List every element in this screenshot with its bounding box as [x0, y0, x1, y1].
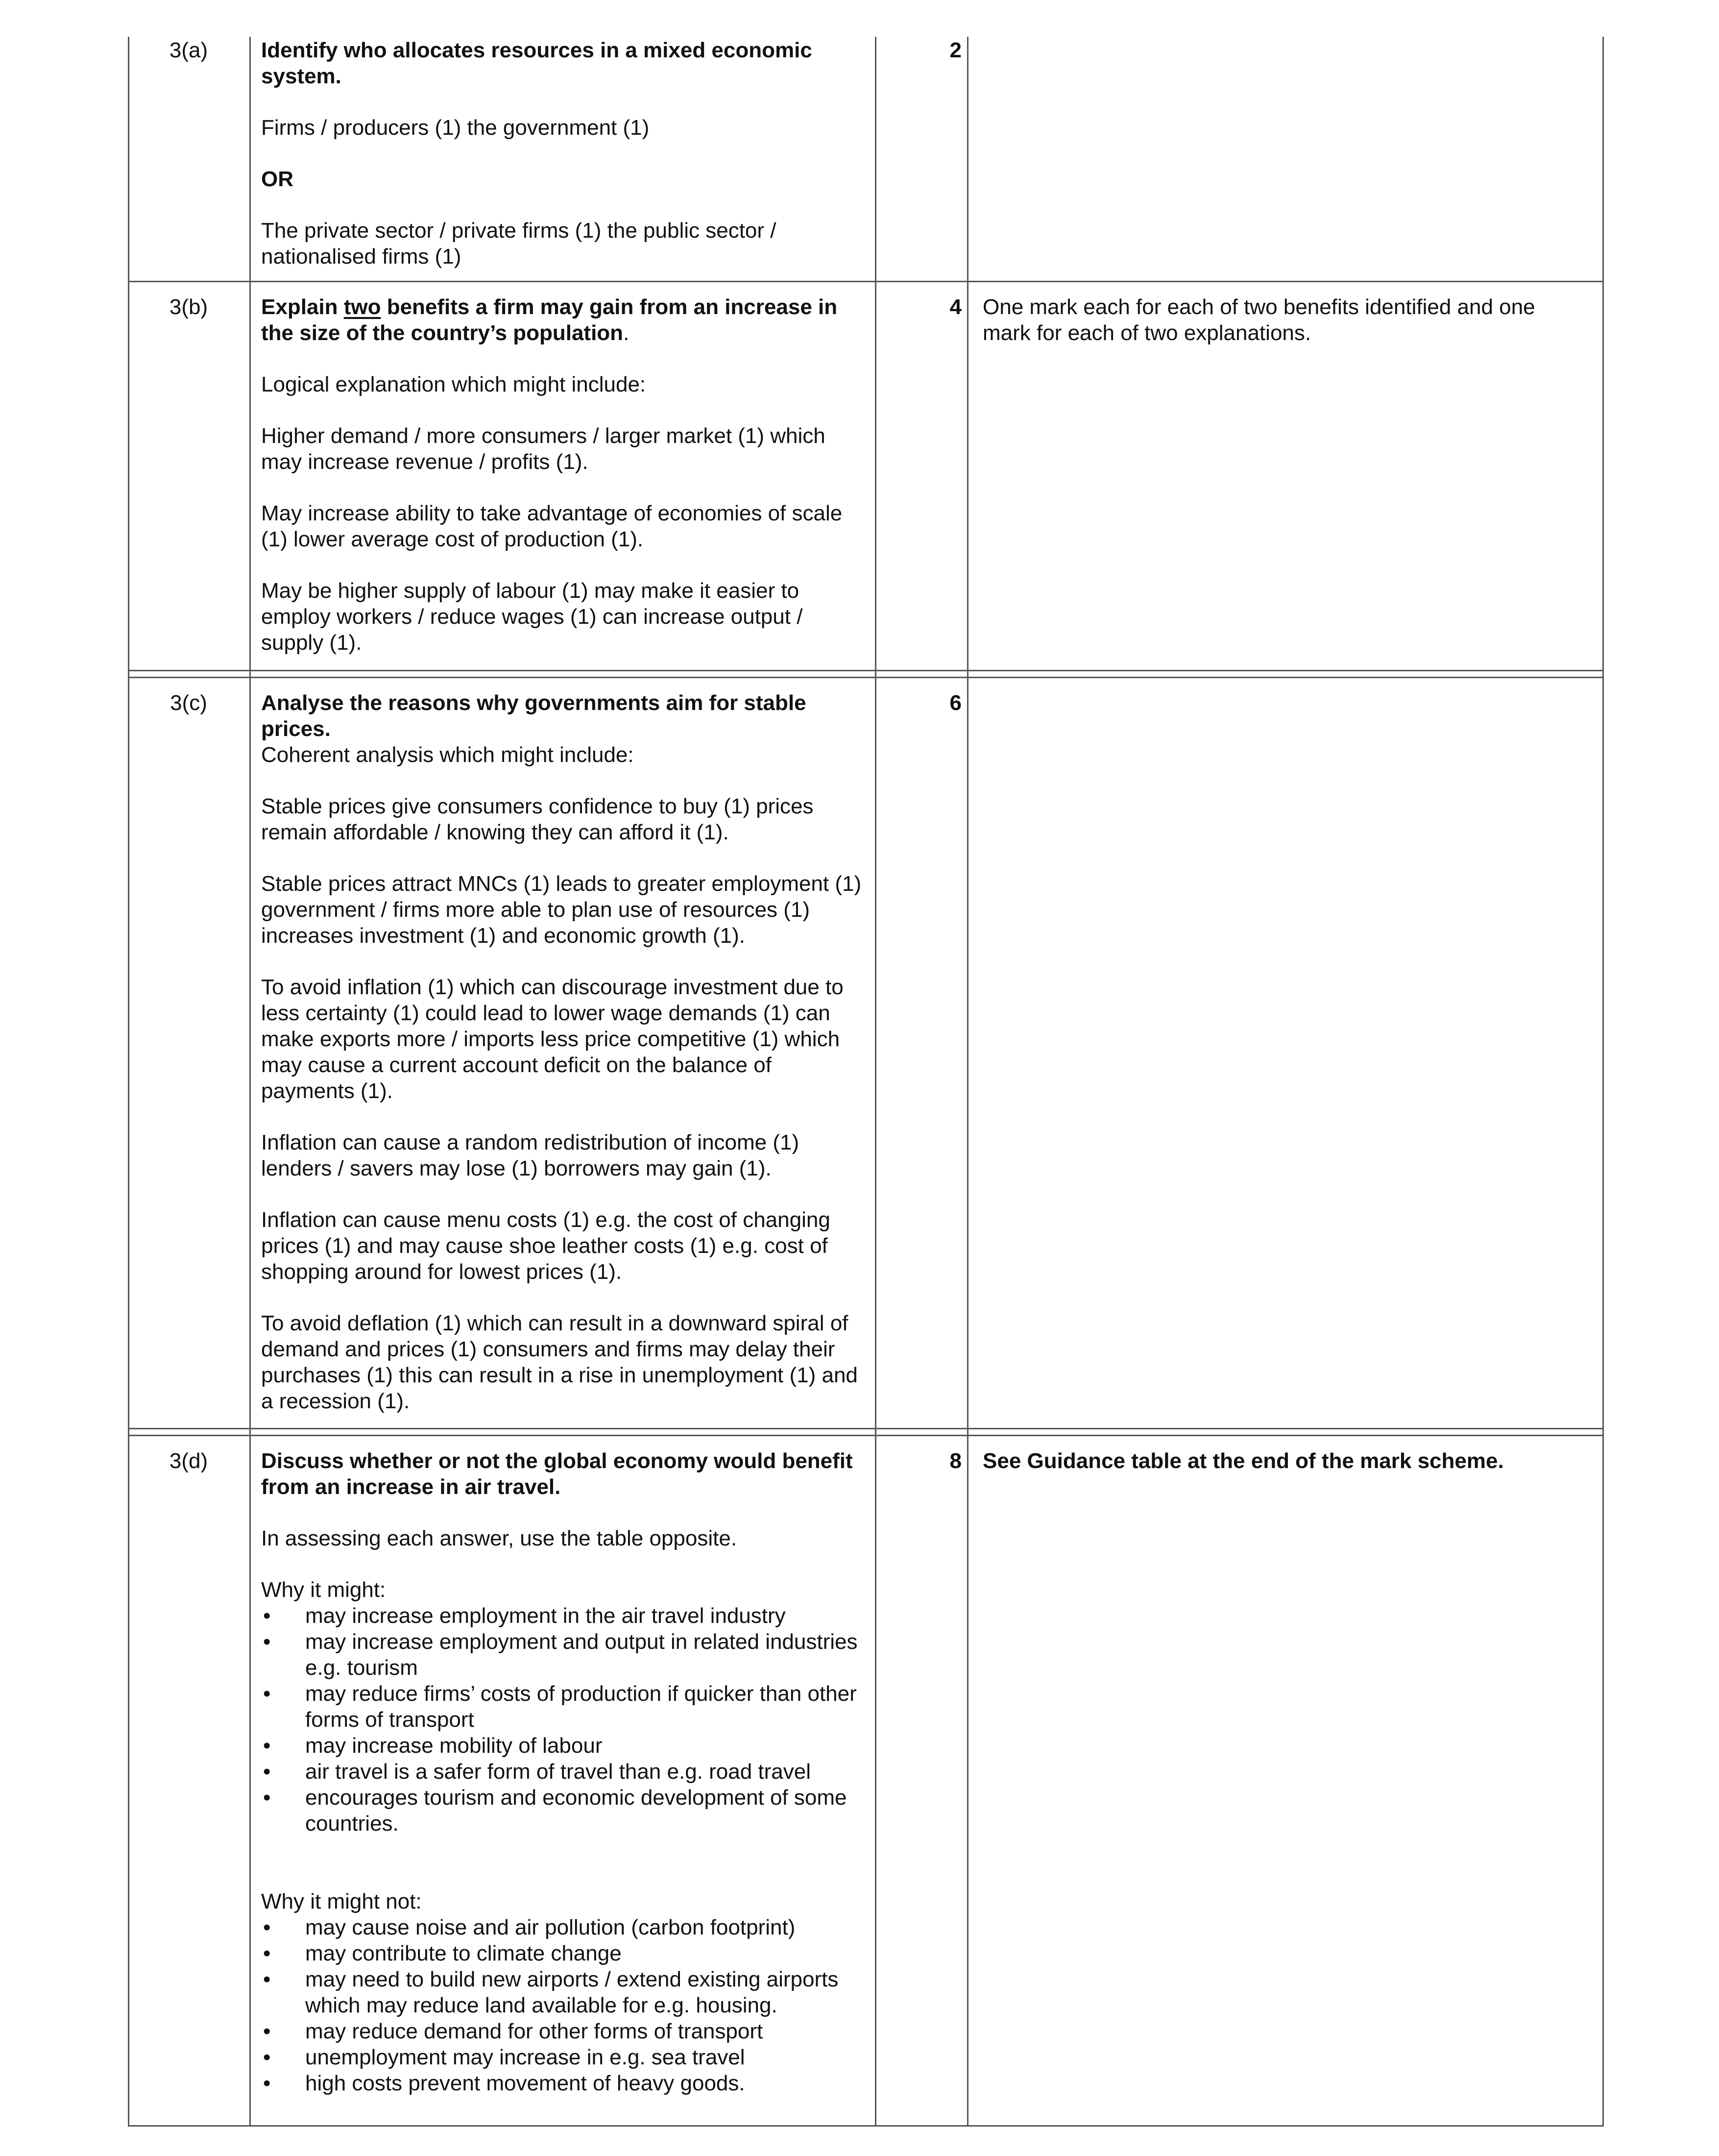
answer-intro: Coherent analysis which might include:: [261, 743, 634, 767]
answer-line: May increase ability to take advantage of economies of scale (1) lower average cost of production (1).: [261, 501, 843, 551]
question-number: 3(a): [169, 38, 208, 62]
question-text: Identify who allocates resources in a mixed economic system.: [261, 38, 812, 88]
row-divider-c-d-upper: [128, 1428, 1604, 1429]
table-bottom-border: [128, 2125, 1604, 2127]
answer-line: Firms / producers (1) the government (1): [261, 116, 650, 140]
question-text-post: benefits a firm may gain from an increase in the size of the country’s population: [261, 295, 838, 345]
row-divider-b-c-lower: [128, 677, 1604, 678]
why-not-heading: Why it might not:: [261, 1889, 422, 1913]
marks-value: 4: [949, 295, 962, 319]
list-item: • high costs prevent movement of heavy goods.: [261, 2070, 869, 2096]
question-text: Discuss whether or not the global economy would benefit from an increase in air travel.: [261, 1449, 853, 1499]
why-not-list: [261, 1914, 869, 2096]
list-item: • air travel is a safer form of travel than e.g. road travel: [261, 1759, 869, 1785]
row-divider-b-c-upper: [128, 670, 1604, 671]
answer-cell-3a: [261, 37, 869, 270]
list-item: • may need to build new airports / extend existing airports which may reduce land available for e.g. housing.: [261, 1966, 869, 2018]
answer-line: The private sector / private firms (1) the public sector / nationalised firms (1): [261, 219, 776, 269]
question-text-underlined: two: [343, 295, 381, 319]
answer-line: May be higher supply of labour (1) may make it easier to employ workers / reduce wages (1) can increase output / supply (1).: [261, 579, 803, 655]
guidance-text: One mark each for each of two benefits identified and one mark for each of two explanations.: [983, 295, 1535, 345]
answer-line: Stable prices give consumers confidence to buy (1) prices remain affordable / knowing they can afford it (1).: [261, 794, 814, 844]
answer-line: Logical explanation which might include:: [261, 372, 646, 396]
answer-line: Inflation can cause menu costs (1) e.g. the cost of changing prices (1) and may cause shoe leather costs (1) e.g. cost of shopping around for lowest prices (1).: [261, 1208, 830, 1284]
column-divider-question: [249, 37, 251, 2127]
answer-or: OR: [261, 167, 293, 191]
marks-value: 8: [949, 1449, 962, 1473]
question-text: Analyse the reasons why governments aim for stable prices.: [261, 691, 806, 741]
answer-line: Higher demand / more consumers / larger market (1) which may increase revenue / profits (1).: [261, 424, 825, 474]
list-item: • may contribute to climate change: [261, 1940, 869, 1966]
marks-value: 6: [949, 691, 962, 715]
list-item: • may cause noise and air pollution (carbon footprint): [261, 1914, 869, 1940]
list-item: • unemployment may increase in e.g. sea travel: [261, 2044, 869, 2070]
list-item: • may increase employment and output in related industries e.g. tourism: [261, 1629, 869, 1681]
list-item: • may increase employment in the air travel industry: [261, 1603, 869, 1629]
answer-line: To avoid inflation (1) which can discourage investment due to less certainty (1) could lead to lower wage demands (1) can make exports more / imports less price competitive (1) which may cause a current account deficit on the balance of payments (1).: [261, 975, 844, 1103]
why-might-heading: Why it might:: [261, 1578, 386, 1602]
answer-cell-3d: [261, 1448, 869, 2096]
list-item: • encourages tourism and economic development of some countries.: [261, 1785, 869, 1837]
column-divider-answer: [875, 37, 876, 2127]
list-item: • may increase mobility of labour: [261, 1733, 869, 1759]
answer-cell-3b: [261, 294, 869, 656]
list-item: • may reduce firms’ costs of production if quicker than other forms of transport: [261, 1681, 869, 1733]
row-divider-a-b: [128, 281, 1604, 282]
marks-value: 2: [949, 38, 962, 62]
answer-instruction: In assessing each answer, use the table opposite.: [261, 1526, 737, 1550]
why-might-list: [261, 1603, 869, 1837]
answer-cell-3c: [261, 690, 869, 1414]
column-divider-marks: [967, 37, 968, 2127]
answer-line: Inflation can cause a random redistribution of income (1) lenders / savers may lose (1) borrowers may gain (1).: [261, 1130, 799, 1180]
question-number: 3(c): [170, 691, 207, 715]
row-divider-c-d-lower: [128, 1435, 1604, 1436]
answer-line: To avoid deflation (1) which can result in a downward spiral of demand and prices (1) consumers and firms may delay their purchases (1) this can result in a rise in unemployment (1) and a recession (1).: [261, 1311, 858, 1413]
guidance-text: See Guidance table at the end of the mark scheme.: [983, 1449, 1504, 1473]
question-text-pre: Explain: [261, 295, 344, 319]
table-border-left: [128, 37, 129, 2127]
question-number: 3(d): [169, 1449, 208, 1473]
question-text-end: .: [623, 321, 629, 345]
list-item: • may reduce demand for other forms of transport: [261, 2018, 869, 2044]
answer-line: Stable prices attract MNCs (1) leads to greater employment (1) government / firms more able to plan use of resources (1) increases investment (1) and economic growth (1).: [261, 872, 862, 948]
table-border-right: [1602, 37, 1604, 2127]
question-text: [261, 294, 869, 346]
question-number: 3(b): [169, 295, 208, 319]
